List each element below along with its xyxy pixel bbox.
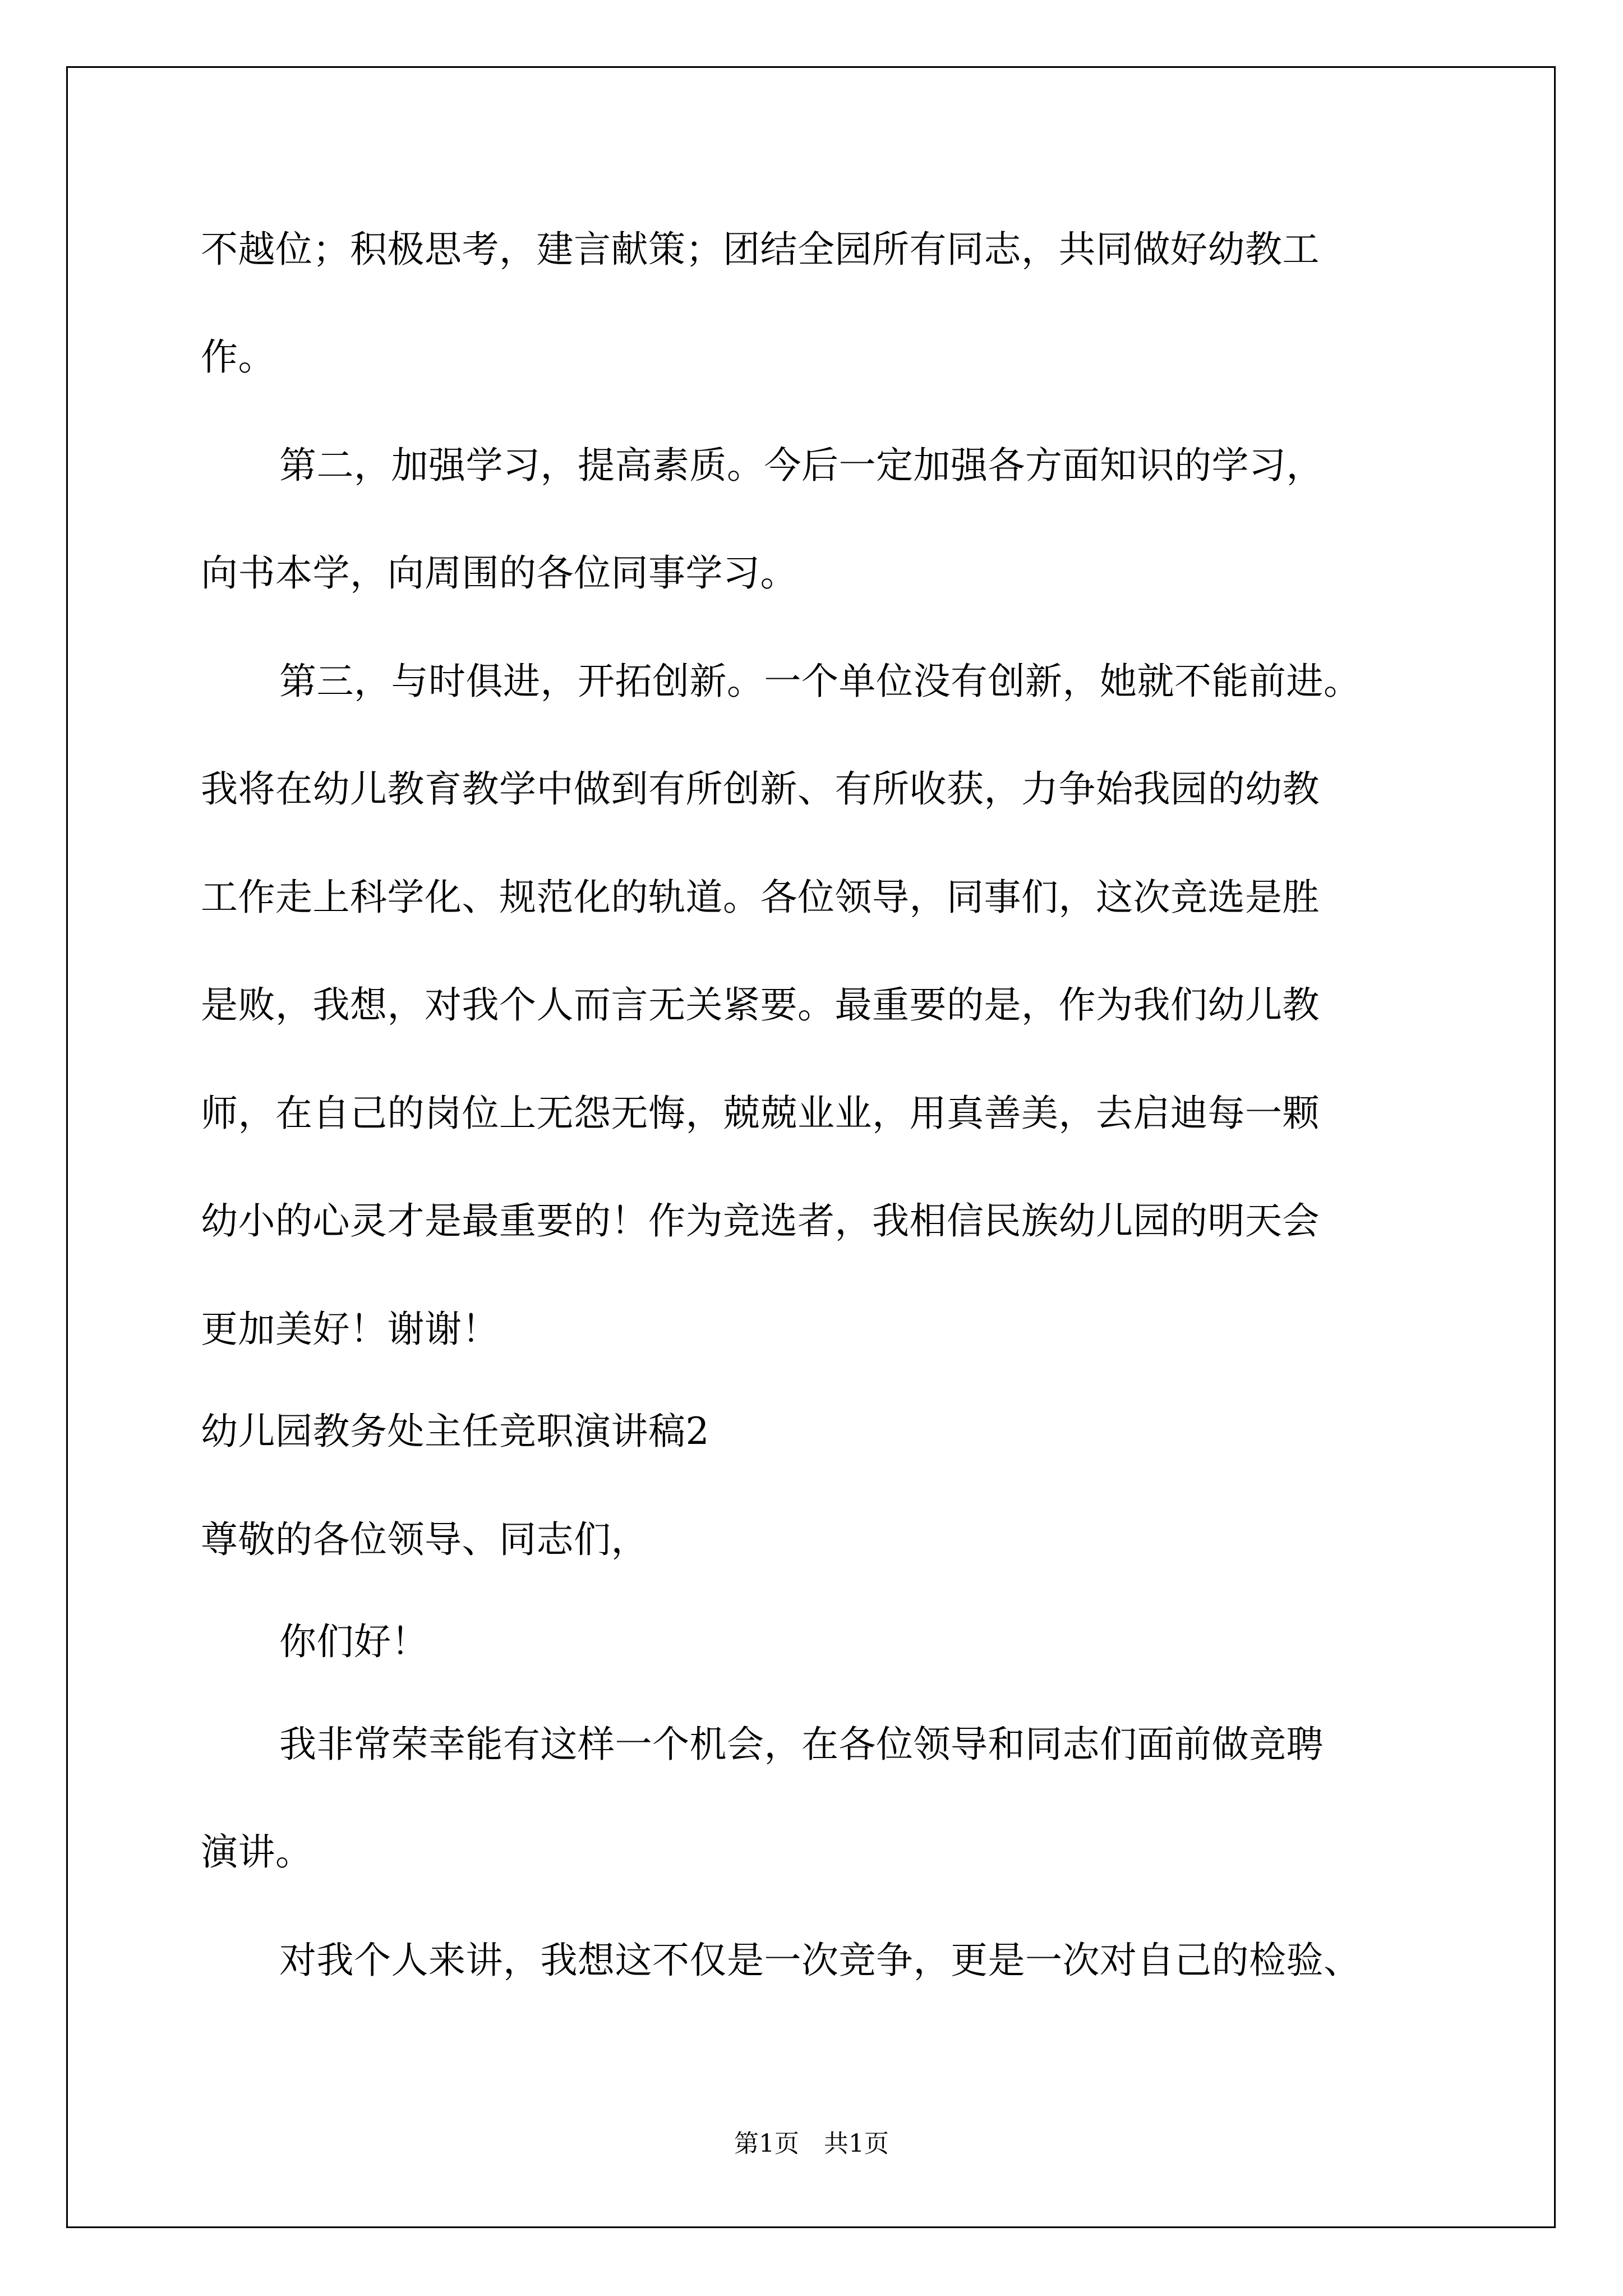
body-text-line: 幼小的心灵才是最重要的！作为竞选者，我相信民族幼儿园的明天会	[201, 1199, 1320, 1243]
body-text-line: 师，在自己的岗位上无怨无悔，兢兢业业，用真善美，去启迪每一颗	[201, 1092, 1320, 1135]
body-text-line: 对我个人来讲，我想这不仅是一次竞争，更是一次对自己的检验、	[279, 1939, 1361, 1982]
body-text-line: 第三，与时俱进，开拓创新。一个单位没有创新，她就不能前进。	[279, 660, 1361, 703]
body-text-line: 第二，加强学习，提高素质。今后一定加强各方面知识的学习，	[279, 444, 1324, 487]
body-text-line: 向书本学，向周围的各位同事学习。	[201, 551, 797, 595]
body-text-line: 演讲。	[201, 1830, 313, 1874]
body-text-line: 不越位；积极思考，建言献策；团结全园所有同志，共同做好幼教工	[201, 228, 1320, 271]
body-text-line: 工作走上科学化、规范化的轨道。各位领导，同事们，这次竞选是胜	[201, 876, 1320, 919]
body-text-line: 我非常荣幸能有这样一个机会，在各位领导和同志们面前做竞聘	[279, 1723, 1324, 1766]
body-text-line: 更加美好！谢谢！	[201, 1308, 499, 1351]
page-footer: 第1页 共1页	[734, 2129, 889, 2158]
salutation: 尊敬的各位领导、同志们，	[201, 1518, 648, 1561]
body-text-line: 是败，我想，对我个人而言无关紧要。最重要的是，作为我们幼儿教	[201, 983, 1320, 1027]
page-border	[66, 66, 1556, 2228]
body-text-line: 作。	[201, 335, 275, 379]
body-text-line: 我将在幼儿教育教学中做到有所创新、有所收获，力争始我园的幼教	[201, 767, 1320, 811]
greeting: 你们好！	[279, 1620, 428, 1663]
section-title: 幼儿园教务处主任竞职演讲稿2	[201, 1410, 709, 1453]
